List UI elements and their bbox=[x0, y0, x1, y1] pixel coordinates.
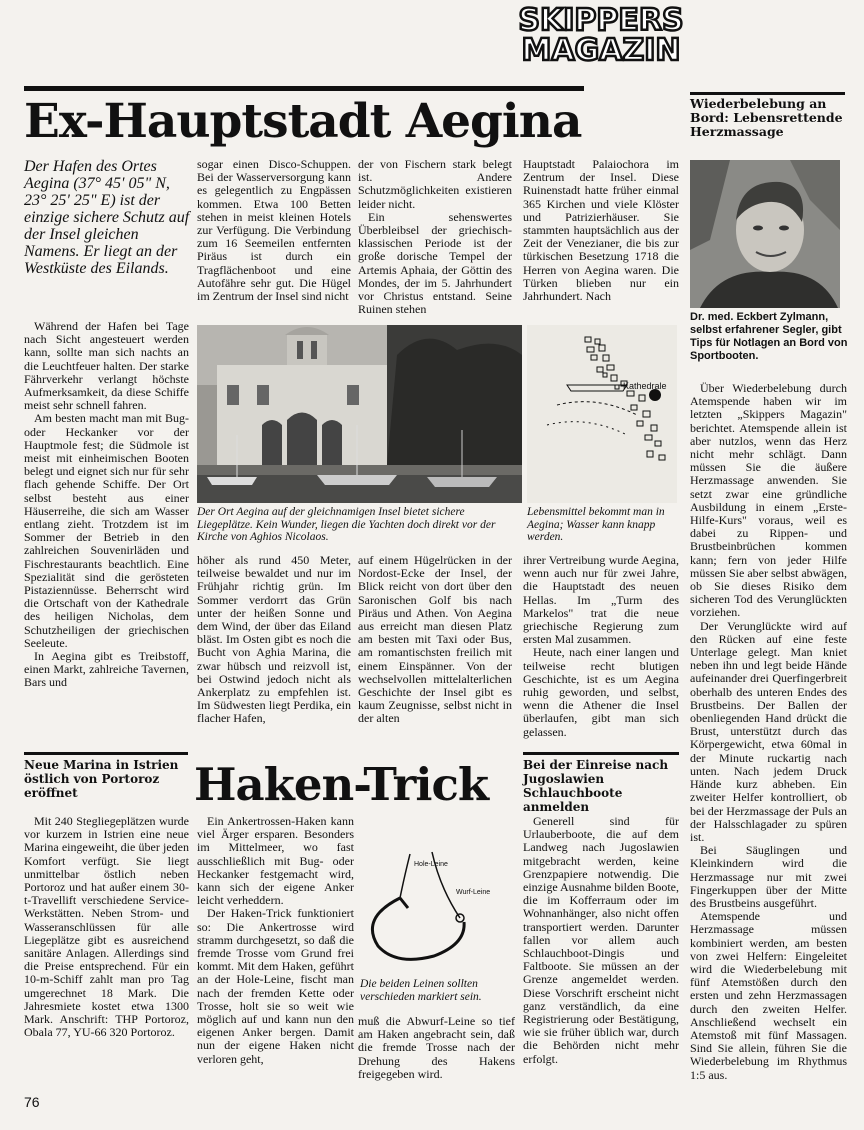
paragraph: In Aegina gibt es Treibstoff, einen Markt, zahlreiche Tavernen, Bars und bbox=[24, 649, 189, 690]
paragraph: Ein Ankertrossen-Haken kann viel Ärger ersparen. Besonders im Mittelmeer, wo fast ausschließlich mit Bug- oder Heckanker festgemacht wird, kann sich der eigene Anker leicht verheddern. bbox=[197, 814, 354, 908]
paragraph: ihrer Vertreibung wurde Aegina, wenn auch nur für zwei Jahre, die Hauptstadt des neuen Hellas. Im „Turm des Markelos" trat die neue griechische Regierung zum ersten Mal zusammen. bbox=[523, 553, 679, 647]
map-label-kathedrale: Kathedrale bbox=[623, 381, 667, 391]
einreise-headline: Bei der Einreise nach Jugoslawien Schlauchboote anmelden bbox=[523, 758, 669, 814]
main-column-2-top bbox=[197, 158, 351, 303]
church-photo bbox=[197, 325, 522, 503]
main-column-3-bottom bbox=[358, 554, 512, 726]
diagram-caption: Die beiden Leinen sollten verschieden markiert sein. bbox=[360, 978, 482, 1003]
main-column-1 bbox=[24, 320, 189, 690]
paragraph: Ein sehenswertes Überbleibsel der griechisch-klassischen Periode ist der große dorische Tempel der Artemis Aphaia, der Göttin des Mondes, der im 5. Jahrhundert vor Christus entstand. Seine Ruinen stehen bbox=[358, 209, 512, 317]
paragraph: Am besten macht man mit Bug- oder Heckanker vor der Hauptmole fest; die Südmole ist meist mit einheimischen Booten belegt und eignet sich nur für sehr flach gehende Schiffe. Der Ort selbst besteht aus einer Häuserreihe, die sich am Wasser entlang zieht. Trotzdem ist im Sommer der Betrieb in den zahlreichen Souvenirläden und Fischrestaurants beachtlich. Eine Spezialität sind die gerösteten Pistaziennüsse. Beherrscht wird die Ortschaft von der Kathedrale des heiligen Nicholas, dem Schutzheiligen der griechischen Seeleute. bbox=[24, 411, 189, 650]
paragraph: Atemspende und Herzmassage müssen kombiniert werden, am besten von zwei Helfern: Eingeleitet wird die Wiederbelebung mit fünf Atemstößen durch den ersten und zehn Herzmassagen durch den zweiten Helfer. Anschließend wechselt ein Atemstoß mit fünf Massagen. Sind Sie allein, führen Sie die Wiederbelebung im Rhythmus 1:5 aus. bbox=[690, 909, 847, 1082]
main-column-4-top bbox=[523, 158, 679, 303]
photo-caption: Der Ort Aegina auf der gleichnamigen Insel bietet sichere Liegeplätze. Kein Wunder, liegen die Yachten doch direkt vor der Kirche von Aghios Nicolaos. bbox=[197, 506, 496, 543]
main-column-3-top bbox=[358, 158, 512, 316]
paragraph: der von Fischern stark belegt ist. Andere Schutzmöglichkeiten existieren leider nicht. bbox=[358, 157, 512, 211]
marina-rule bbox=[24, 752, 188, 755]
article-title: Ex-Hauptstadt Aegina bbox=[24, 86, 584, 151]
paragraph: Heute, nach einer langen und teilweise recht blutigen Geschichte, ist es um Aegina ruhig geworden, und selbst, wenn die Athener die Insel überlaufen, gibt man sich gelassen. bbox=[523, 645, 679, 739]
haken-column-2 bbox=[358, 1015, 515, 1081]
paragraph: Generell sind für Urlauberboote, die auf dem Landweg nach Jugoslawien mitgebracht werden, keine Grenzpapiere notwendig. Die einzige Ausnahme bilden Boote, die im Kofferraum oder im Wohnanhänger, also nicht offen transportiert werden. Darunter fallen vor allem auch Schlauchboot-Dingis und Faltboote. Sie müssen an der Grenze angemeldet werden. Diese Vorschrift erscheint nicht ganz verständlich, da eine Registrierung oder Bestätigung, wie sie früher üblich war, durch die Behörden nicht mehr erfolgt. bbox=[523, 814, 679, 1066]
paragraph: Hauptstadt Palaiochora im Zentrum der Insel. Diese Ruinenstadt hatte früher einmal 365 Kirchen und viele Klöster und Patrizierhäuser. Sie stammten hauptsächlich aus der Zeit der Venezianer, die bis zur türkischen Besetzung 1718 die Herren von Aegina waren. Die Türken blieben nur ein Jahrhundert. Nach bbox=[523, 157, 679, 304]
sidebar-rule bbox=[690, 92, 845, 95]
masthead-line1: SKIPPERS bbox=[518, 3, 684, 38]
article-lead: Der Hafen des Ortes Aegina (37° 45' 05" N, 23° 25' 25" E) ist der einzige sichere Schutz auf der Insel gleichen Namens. Er liegt an der Westküste des Eilands. bbox=[24, 158, 190, 277]
masthead-line2: MAGAZIN bbox=[521, 33, 681, 66]
hook-diagram bbox=[360, 848, 520, 976]
diagram-label-wurf-leine: Wurf-Leine bbox=[456, 889, 491, 896]
paragraph: auf einem Hügelrücken in der Nordost-Ecke der Insel, der Blick reicht von dort über den Saronischen Golf bis nach Piräus und Athen. Von Aegina aus erreicht man diesen Platz am besten mit Taxi oder Bus, am romantischsten freilich mit einem Einspänner. Von der wechselvollen mittelalterlichen Geschichte der Insel gibt es kaum Zeugnisse, selbst nicht in der alten bbox=[358, 553, 512, 726]
haken-column-1 bbox=[197, 815, 354, 1066]
einreise-body bbox=[523, 815, 679, 1066]
paragraph: Während der Hafen bei Tage nach Sicht angesteuert werden kann, sollte man sich nachts an die Leuchtfeuer halten. Der starke Fährverkehr verlangt höchste Aufmerksamkeit, da diese Schiffe meist sehr schnell fahren. bbox=[24, 319, 189, 413]
haken-title: Haken-Trick bbox=[194, 758, 489, 811]
paragraph: Der Haken-Trick funktioniert so: Die Ankertrosse wird stramm durchgesetzt, so daß die fremde Trosse vom Grund frei kommt. Mit dem Haken, geführt an der Hole-Leine, fischt man nach der fremden Kette oder Trosse, holt sie so weit wie möglich auf und kann nun den eigenen Anker bergen. Damit nun der eigene Haken nicht verloren geht, bbox=[197, 906, 354, 1066]
map-caption: Lebensmittel bekommt man in Aegina; Wasser kann knapp werden. bbox=[527, 506, 665, 543]
einreise-rule bbox=[523, 752, 679, 755]
portrait-caption: Dr. med. Eckbert Zylmann, selbst erfahrener Segler, gibt Tips für Notlagen an Bord von Sportbooten. bbox=[690, 311, 848, 362]
portrait-photo bbox=[690, 160, 840, 308]
main-column-2-bottom bbox=[197, 554, 351, 726]
harbour-map bbox=[527, 325, 677, 503]
sidebar-headline: Wiederbelebung an Bord: Lebensrettende Herzmassage bbox=[690, 96, 843, 139]
marina-body bbox=[24, 815, 189, 1039]
paragraph: Der Verunglückte wird auf den Rücken auf eine feste Unterlage gelegt. Man kniet neben ihn und legt beide Hände aufeinander drei Querfingerbreit oberhalb des unteren Endes des Brustbeins. Der Ballen der obenliegenden Hand drückt die Brust, unterstützt durch das Körpergewicht, etwa 60mal in der Minute ruckartig nach unten. Nach jedem Druck Hände kurz abheben. Ein zweiter Helfer kontrolliert, ob bei der Herzmassage der Puls an der Halsschlagader zu spüren ist. bbox=[690, 618, 847, 844]
page-number: 76 bbox=[24, 1094, 40, 1110]
paragraph: höher als rund 450 Meter, teilweise bewaldet und nur im Frühjahr richtig grün. Im Sommer verdorrt das Grün unter der heißen Sonne und dem Wind, der über das Eiland bläst. Im Osten gibt es noch die Bucht von Aghia Marina, die zwar hübsch und reizvoll ist, bei Ostwind jedoch nicht als Ankerplatz zu empfehlen ist. Im Südwesten liegt Perdika, ein flacher Hafen, bbox=[197, 553, 351, 726]
paragraph: muß die Abwurf-Leine so tief am Haken angebracht sein, daß die fremde Trosse nach der Drehung des Hakens freigegeben wird. bbox=[358, 1014, 515, 1081]
sidebar-body bbox=[690, 382, 847, 1082]
masthead-logo bbox=[508, 2, 694, 66]
marina-headline: Neue Marina in Istrien östlich von Portoroz eröffnet bbox=[24, 758, 179, 800]
main-column-4-bottom bbox=[523, 554, 679, 739]
paragraph: Mit 240 Stegliegeplätzen wurde vor kurzem in Istrien eine neue Marina eingeweiht, die über jeden Komfort verfügt. Sie liegt unmittelbar östlich neben Portoroz und hat außer einem 30-t-Travellift verschiedene Service-Werkstätten. Neben Strom- und Wasseranschlüssen für alle Liegeplätze gibt es ausreichend sanitäre Anlagen. Allerdings sind die Preise entsprechend. Für ein 10-m-Schiff zahlt man pro Tag umgerechnet 18 Mark. Die Jahresmiete kostet etwa 1300 Mark. Anschrift: THP Portoroz, Obala 77, YU-66 320 Portoroz. bbox=[24, 814, 189, 1040]
paragraph: Bei Säuglingen und Kleinkindern wird die Herzmassage nur mit zwei Fingerkuppen über der Mitte des Brustbeins ausgeführt. bbox=[690, 843, 847, 910]
paragraph: Über Wiederbelebung durch Atemspende haben wir im letzten „Skippers Magazin" berichtet. Atemspende allein ist aber nutzlos, wenn das Herz nicht mehr schlägt. Dann müssen Sie die äußere Herzmassage anwenden. Sie setzt zwar eine gründliche Ausbildung in einem „Erste-Hilfe-Kurs" voraus, weil es dabei zu Rippen- und Brustbeinbrüchen kommen kann; fern von jeder Hilfe müssen Sie aber selbst abwägen, ob Sie dieses Risiko dem sicheren Tod des Verunglückten vorziehen. bbox=[690, 381, 847, 620]
paragraph: sogar einen Disco-Schuppen. Bei der Wasserversorgung kann es gelegentlich zu Engpässen kommen. Etwa 100 Betten stehen in meist kleinen Hotels zur Verfügung. Die Verbindung zum 16 Seemeilen entfernten Piräus ist durch ein Tragflächenboot und eine Autofähre sehr gut. Die Hügel im Zentrum der Insel sind nicht bbox=[197, 157, 351, 304]
diagram-label-hole-leine: Hole-Leine bbox=[414, 861, 448, 868]
